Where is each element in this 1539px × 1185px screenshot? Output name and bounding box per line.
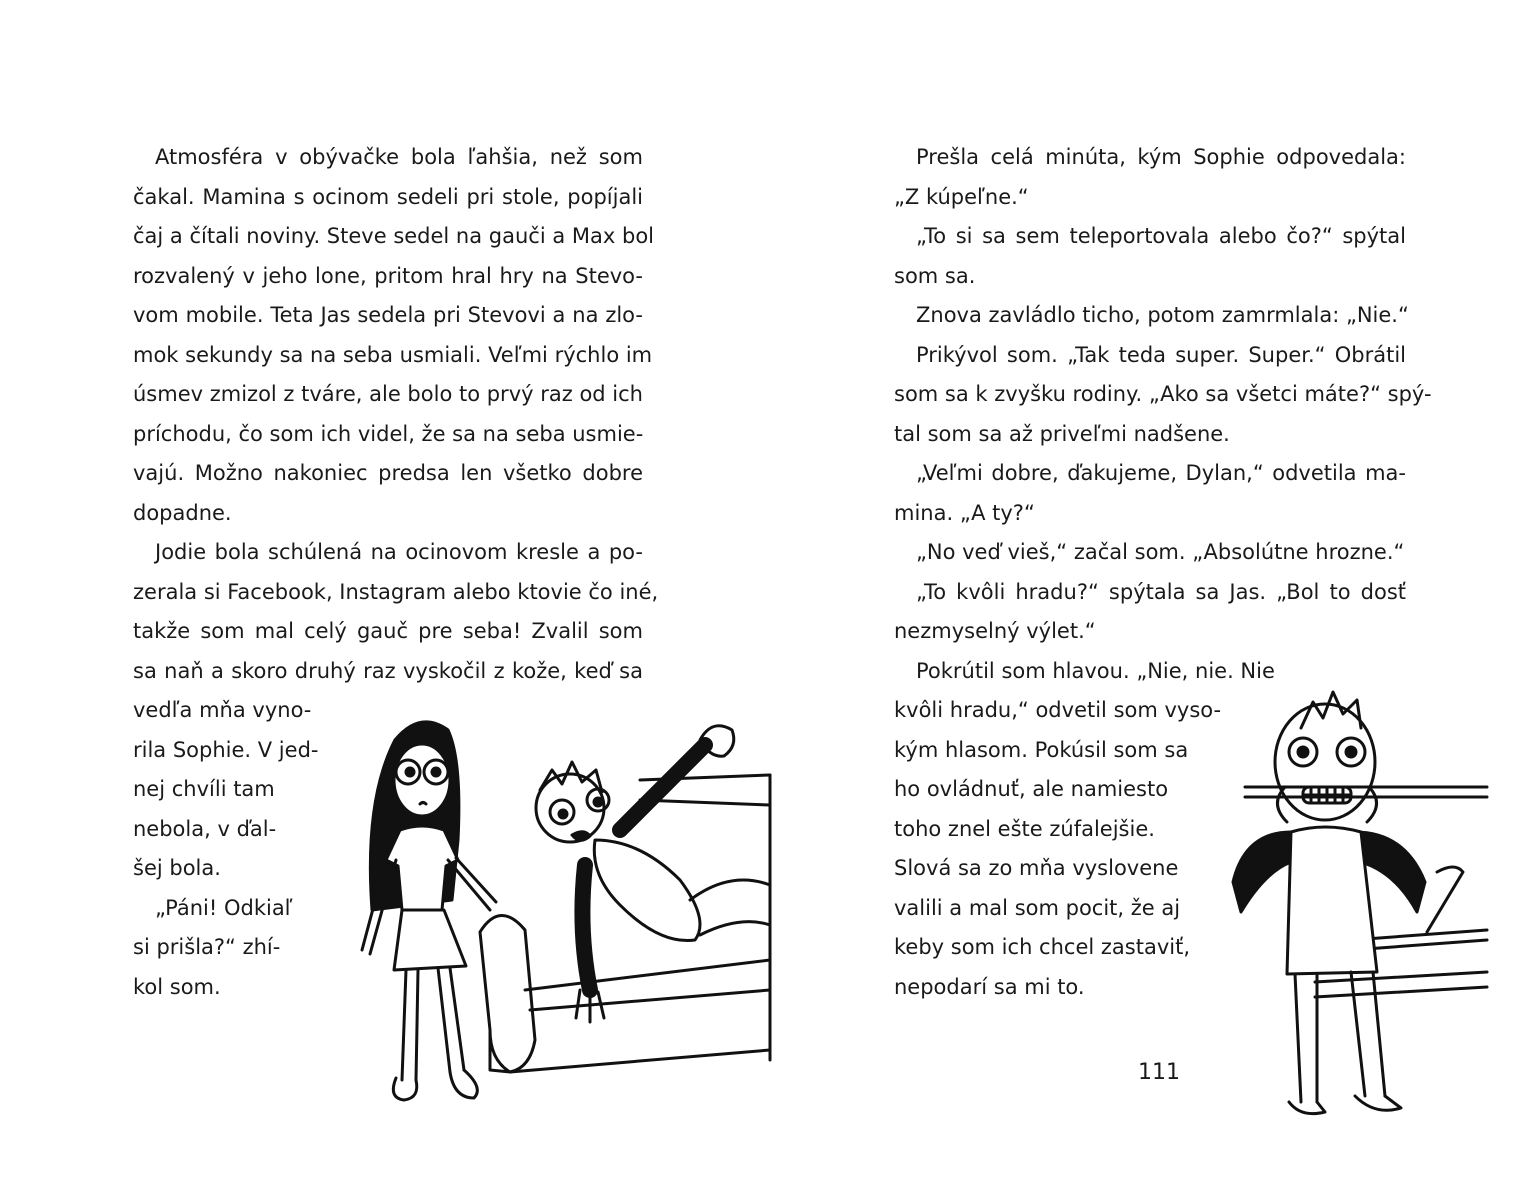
left-arm: [1233, 832, 1291, 912]
text-line: úsmev zmizol z tváre, ale bolo to prvý raz od ich: [133, 382, 643, 406]
text-line: rila Sophie. V jed-: [133, 738, 319, 762]
text-line: tal som sa až priveľmi nadšene.: [894, 422, 1230, 446]
text-line: vom mobile. Teta Jas sedela pri Stevovi a na zlo-: [133, 303, 643, 327]
legs: [1295, 972, 1385, 1102]
text-line: som sa k zvyšku rodiny. „Ako sa všetci máte?“ spý-: [894, 382, 1432, 406]
text-line: mina. „A ty?“: [894, 501, 1035, 525]
text-line: „Z kúpeľne.“: [894, 185, 1029, 209]
text-line: ho ovládnuť, ale namiesto: [894, 777, 1169, 801]
text-line: kol som.: [133, 975, 221, 999]
text-line: rozvalený v jeho lone, pritom hral hry na Stevo-: [133, 264, 643, 288]
text-line: valili a mal som pocit, že aj: [894, 896, 1181, 920]
text-line: príchodu, čo som ich videl, že sa na seba usmie-: [133, 422, 644, 446]
text-line: vedľa mňa vyno-: [133, 698, 312, 722]
text-line: „To si sa sem teleportovala alebo čo?“ spýtal: [916, 224, 1406, 248]
text-line: Pokrútil som hlavou. „Nie, nie. Nie: [916, 659, 1275, 683]
text-line: si prišla?“ zhí-: [133, 935, 281, 959]
sofa: [480, 915, 535, 1072]
text-line: kvôli hradu,“ odvetil som vyso-: [894, 698, 1222, 722]
text-line: toho znel ešte zúfalejšie.: [894, 817, 1155, 841]
text-line: Slová sa zo mňa vyslovene: [894, 856, 1179, 880]
text-line: čaj a čítali noviny. Steve sedel na gauči a Max bol: [133, 224, 655, 248]
text-line: dopadne.: [133, 501, 232, 525]
text-line: Prešla celá minúta, kým Sophie odpovedala:: [916, 145, 1406, 169]
text-line: „Veľmi dobre, ďakujeme, Dylan,“ odvetila ma-: [916, 461, 1406, 485]
text-line: nepodarí sa mi to.: [894, 975, 1085, 999]
text-line: vajú. Možno nakoniec predsa len všetko dobre: [133, 461, 643, 485]
text-line: Atmosféra v obývačke bola ľahšia, než som: [155, 145, 643, 169]
text-line: mok sekundy sa na seba usmiali. Veľmi rýchlo im: [133, 343, 653, 367]
boy-hair: [1301, 692, 1361, 728]
boy-head: [536, 774, 604, 842]
text-line: Prikývol som. „Tak teda super. Super.“ Obrátil: [916, 343, 1406, 367]
shirt: [1287, 827, 1377, 974]
text-line: nej chvíli tam: [133, 777, 275, 801]
text-line: takže som mal celý gauč pre seba! Zvalil som: [133, 619, 643, 643]
text-line: „To kvôli hradu?“ spýtala sa Jas. „Bol to dosť: [916, 580, 1406, 604]
text-line: Znova zavládlo ticho, potom zamrmlala: „Nie.“: [916, 303, 1409, 327]
text-line: Jodie bola schúlená na ocinovom kresle a po-: [155, 540, 643, 564]
text-line: nebola, v ďal-: [133, 817, 277, 841]
text-line: šej bola.: [133, 856, 221, 880]
text-line: som sa.: [894, 264, 976, 288]
text-line: kým hlasom. Pokúsil som sa: [894, 738, 1189, 762]
text-line: „No veď vieš,“ začal som. „Absolútne hrozne.“: [916, 540, 1405, 564]
text-line: keby som ich chcel zastaviť,: [894, 935, 1190, 959]
boy-illustration: [1205, 672, 1505, 1152]
text-line: sa naň a skoro druhý raz vyskočil z kože, keď sa: [133, 659, 643, 683]
text-line: čakal. Mamina s ocinom sedeli pri stole, popíjali: [133, 185, 643, 209]
text-line: zerala si Facebook, Instagram alebo ktovie čo iné,: [133, 580, 659, 604]
page-number: 111: [1138, 1060, 1180, 1085]
sofa-illustration: [340, 700, 780, 1120]
text-line: nezmyselný výlet.“: [894, 619, 1096, 643]
text-line: „Páni! Odkiaľ: [155, 896, 293, 920]
